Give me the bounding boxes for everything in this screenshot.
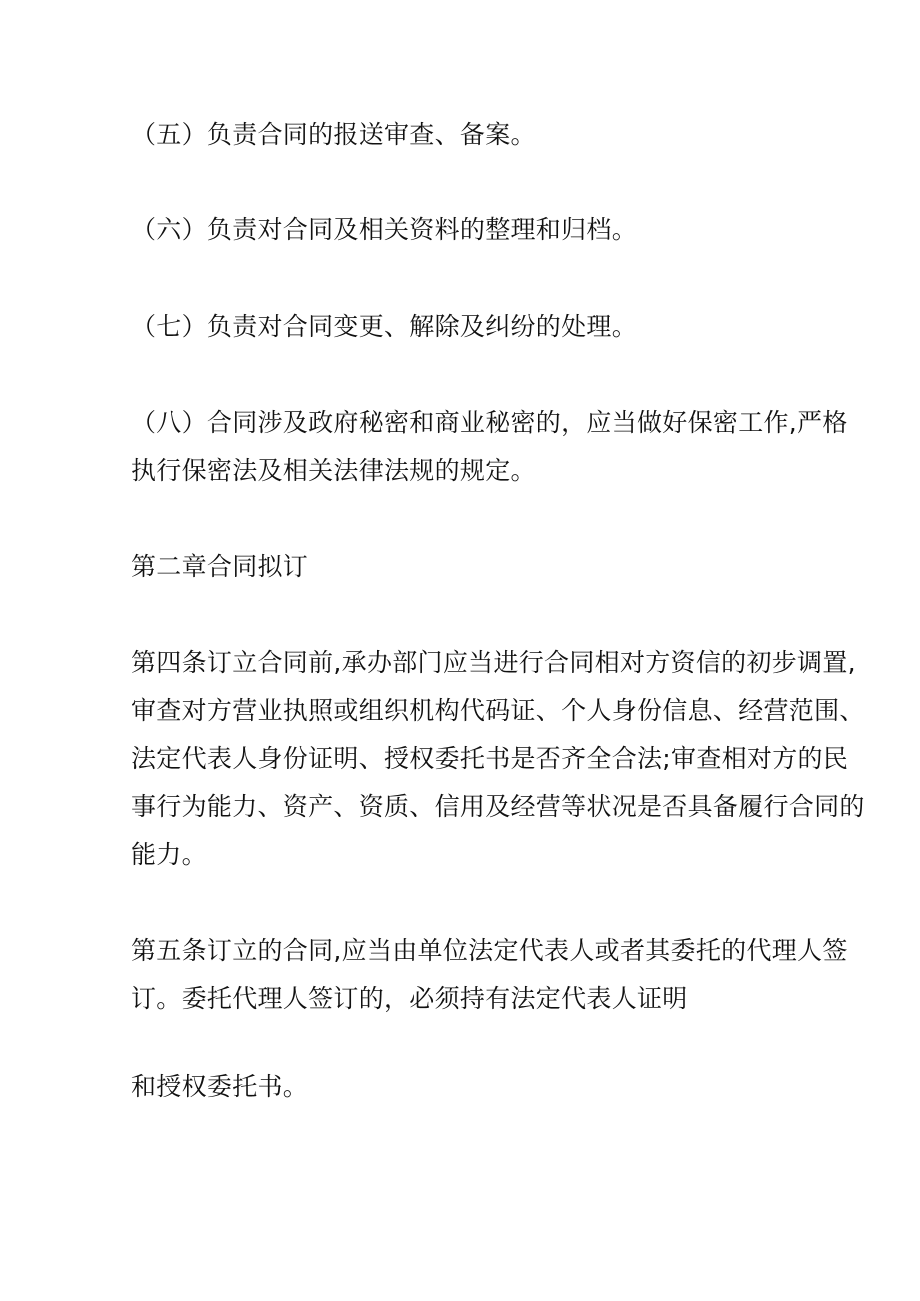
article-4-line-3: 法定代表人身份证明、授权委托书是否齐全合法;审查相对方的民 xyxy=(131,744,849,773)
paragraph-6-line-1: （六）负责对合同及相关资料的整理和归档。 xyxy=(131,215,638,244)
article-4-line-4: 事行为能力、资产、资质、信用及经营等状况是否具备履行合同的 xyxy=(131,792,865,821)
article-5-line-3: 和授权委托书。 xyxy=(131,1072,309,1101)
article-4-line-1: 第四条订立合同前,承办部门应当进行合同相对方资信的初步调置, xyxy=(131,648,856,677)
article-5-line-2: 订。委托代理人签订的，必须持有法定代表人证明 xyxy=(131,984,688,1013)
chapter-heading: 第二章合同拟订 xyxy=(131,552,309,581)
paragraph-7-line-1: （七）负责对合同变更、解除及纠纷的处理。 xyxy=(131,312,638,341)
paragraph-8-line-1: （八）合同涉及政府秘密和商业秘密的，应当做好保密工作,严格 xyxy=(131,408,848,437)
article-4-line-5: 能力。 xyxy=(131,840,207,869)
article-4-line-2: 审查对方营业执照或组织机构代码证、个人身份信息、经营范围、 xyxy=(131,696,865,725)
paragraph-5-line-1: （五）负责合同的报送审查、备案。 xyxy=(131,120,536,149)
article-5-line-1: 第五条订立的合同,应当由单位法定代表人或者其委托的代理人签 xyxy=(131,936,848,965)
paragraph-8-line-2: 执行保密法及相关法律法规的规定。 xyxy=(131,456,536,485)
